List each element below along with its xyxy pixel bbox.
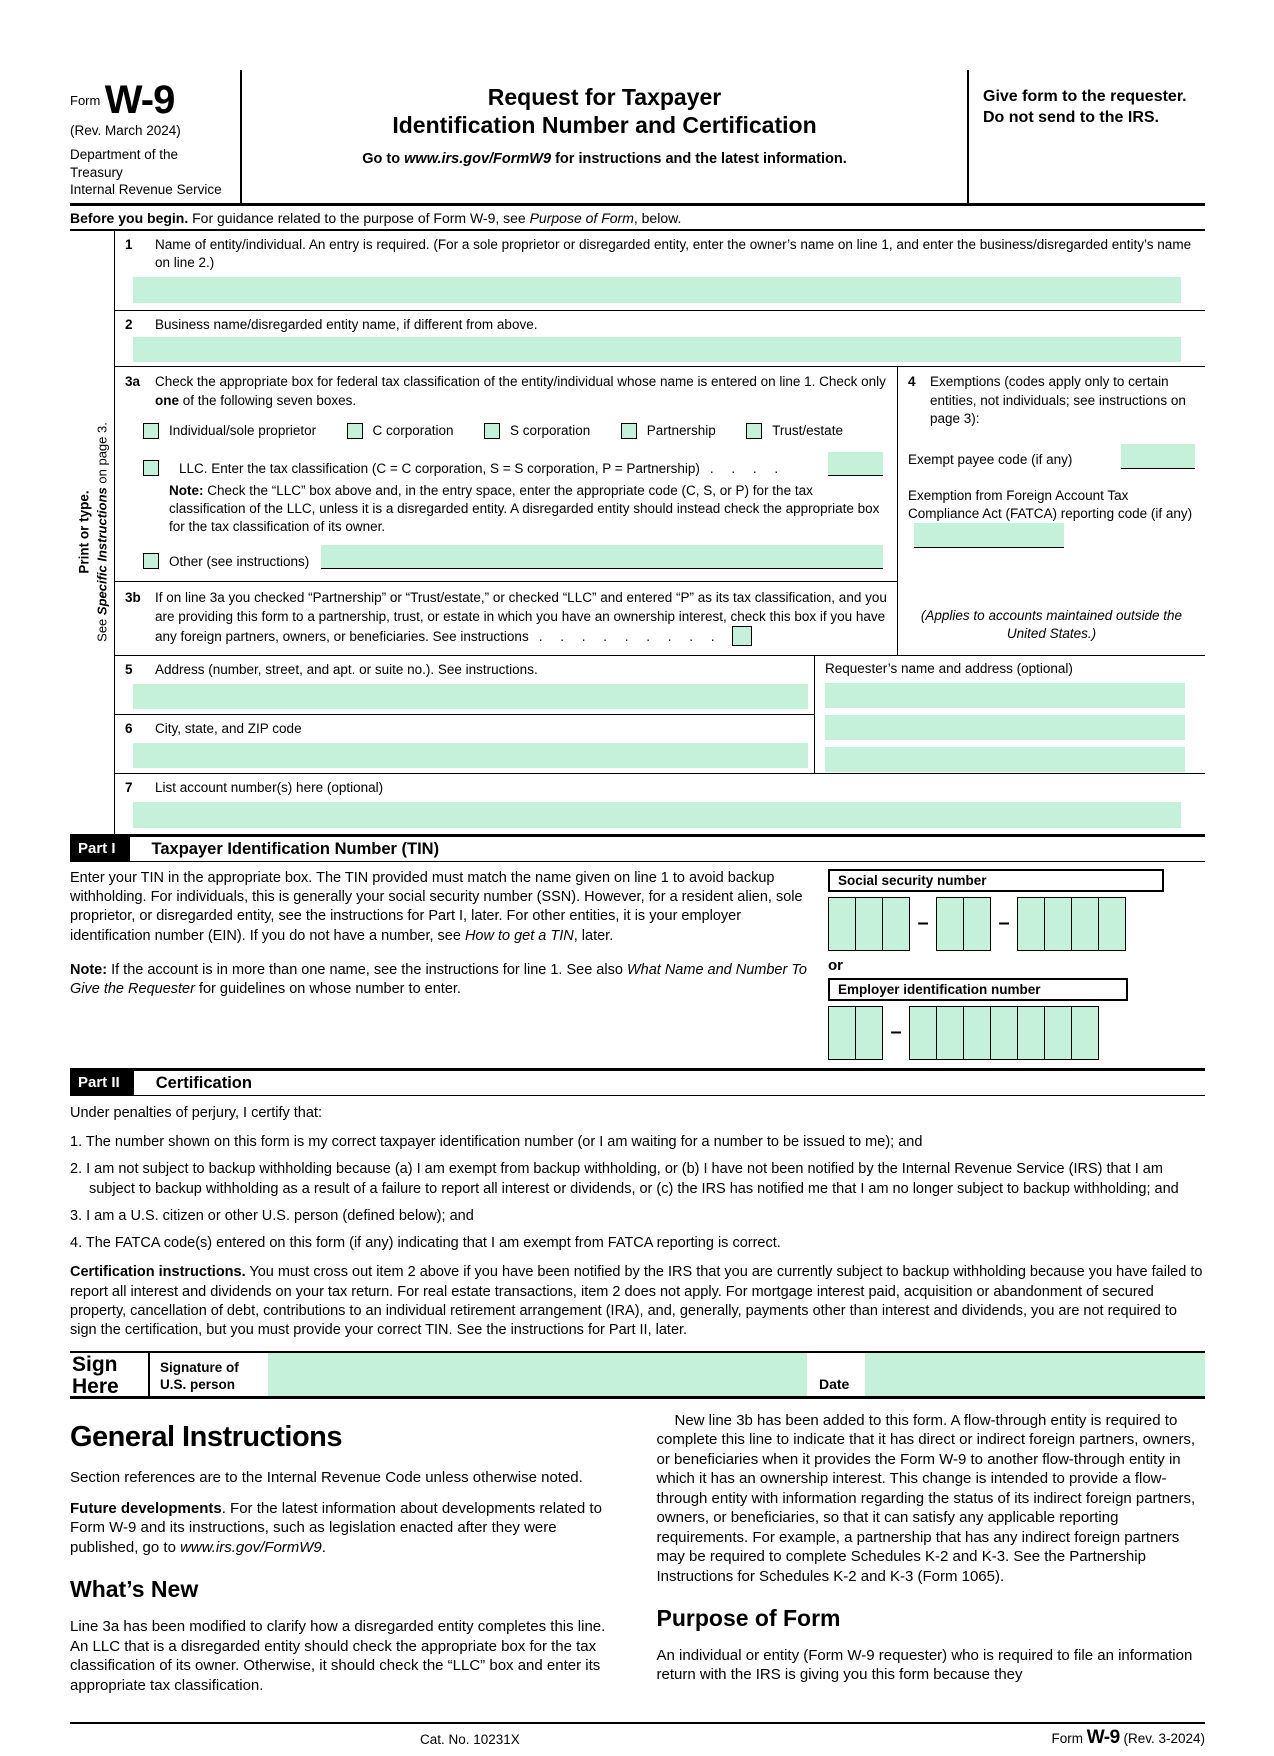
ssn-group-3	[1017, 897, 1126, 951]
line-3b-dot-leader: . . . . . . . . .	[538, 628, 715, 644]
ssn-digit-cell[interactable]	[936, 897, 964, 951]
ein-digit-cell[interactable]	[936, 1006, 964, 1060]
ssn-digit-cell[interactable]	[855, 897, 883, 951]
checkbox-item-c-corporation[interactable]	[347, 423, 454, 439]
form-title: Request for Taxpayer Identification Number and Certification	[392, 84, 817, 138]
address-region	[115, 656, 1205, 774]
signature-label: Signature of U.S. person	[160, 1359, 239, 1393]
form-header	[70, 70, 1205, 206]
general-instructions-heading: General Instructions	[70, 1420, 343, 1453]
exempt-payee-code-input[interactable]	[1121, 444, 1195, 469]
other-input[interactable]	[321, 545, 883, 569]
line-5-row	[115, 656, 814, 715]
ssn-dash: –	[917, 912, 929, 935]
print-or-type-label: Print or type.	[76, 490, 92, 574]
revision-date: (Rev. March 2024)	[70, 123, 181, 138]
part-1-content	[70, 862, 1205, 1068]
see-instructions-label: See Specific Instructions on page 3.	[94, 422, 110, 643]
checkbox-partnership[interactable]	[621, 423, 637, 439]
ssn-digit-cell[interactable]	[1098, 897, 1126, 951]
ein-digit-cell[interactable]	[828, 1006, 856, 1060]
part-2-content	[70, 1096, 1205, 1351]
certification-item-4: 4. The FATCA code(s) entered on this form (if any) indicating that I am exempt from FATCA reporting is correct.	[70, 1235, 781, 1252]
name-input[interactable]	[133, 277, 1181, 303]
irs-url-inline[interactable]: www.irs.gov/FormW9	[180, 1538, 322, 1556]
tax-classification-checkboxes	[143, 423, 843, 439]
requester-input-3[interactable]	[825, 747, 1185, 772]
form-id-block	[70, 70, 242, 203]
purpose-of-form-paragraph: An individual or entity (Form W-9 requester) who is required to file an information return with the IRS is giving you this form because they	[656, 1646, 1193, 1684]
requester-label: Requester’s name and address (optional)	[825, 661, 1073, 677]
line-7-row	[115, 774, 1205, 833]
checkbox-llc[interactable]	[143, 460, 159, 476]
ssn-digit-cell[interactable]	[963, 897, 991, 951]
certification-item-3: 3. I am a U.S. citizen or other U.S. person (defined below); and	[70, 1207, 474, 1224]
sign-here-row	[70, 1351, 1205, 1399]
line-2-label: 2 Business name/disregarded entity name, if different from above.	[125, 317, 538, 333]
sidebar-rotated-text	[74, 422, 109, 642]
part-2-header	[70, 1068, 1205, 1096]
fatca-code-input[interactable]	[914, 523, 1064, 548]
ssn-dash: –	[998, 912, 1010, 935]
llc-label: LLC. Enter the tax classification (C = C corporation, S = S corporation, P = Partnership)	[179, 460, 700, 476]
form-title-block	[242, 70, 967, 203]
tin-entry-column	[828, 869, 1164, 1060]
form-word: Form	[70, 93, 101, 108]
ein-digit-cell[interactable]	[855, 1006, 883, 1060]
checkbox-label: S corporation	[509, 423, 591, 439]
date-label: Date	[819, 1375, 850, 1392]
form-main	[115, 231, 1205, 834]
fatca-label: Exemption from Foreign Account Tax Compliance Act (FATCA) reporting code (if any)	[908, 487, 1193, 522]
ein-digit-cell[interactable]	[1017, 1006, 1045, 1060]
whats-new-paragraph: Line 3a has been modified to clarify how a disregarded entity completes this line. An LLC that is a disregarded entity should check the appropriate box for the tax classification of its owner. Otherwise, it should check the “LLC” box and enter its appropriate tax classification.	[70, 1618, 606, 1694]
fatca-row	[908, 487, 1195, 548]
line-3-left-column	[115, 367, 897, 655]
city-state-zip-input[interactable]	[133, 743, 808, 768]
llc-classification-input[interactable]	[828, 452, 883, 476]
part-2-title: Certification	[155, 1073, 252, 1092]
checkbox-c-corporation[interactable]	[347, 423, 363, 439]
line-7-label: 7 List account number(s) here (optional)	[125, 780, 384, 796]
checkbox-item-s-corporation[interactable]	[484, 423, 590, 439]
line-3b-block	[115, 581, 897, 655]
ein-digit-cell[interactable]	[990, 1006, 1018, 1060]
goto-line: Go to www.irs.gov/FormW9 for instructions and the latest information.	[362, 151, 847, 168]
part-1-chip: Part I	[70, 837, 130, 861]
exempt-payee-row	[908, 444, 1195, 469]
applies-note: (Applies to accounts maintained outside the United States.)	[920, 607, 1183, 641]
ein-group-2	[909, 1006, 1099, 1060]
tin-note: Note: If the account is in more than one name, see the instructions for line 1. See also What Name and Number To Give the Requester for guidelines on whose number to enter.	[70, 961, 807, 998]
ssn-digit-cell[interactable]	[828, 897, 856, 951]
checkbox-label: Partnership	[646, 423, 716, 439]
account-numbers-input[interactable]	[133, 802, 1181, 828]
agency-block	[70, 146, 234, 199]
ssn-group-1	[828, 897, 910, 951]
tin-instructions: Enter your TIN in the appropriate box. The TIN provided must match the name given on line 1 to avoid backup withholding. For individuals, this is generally your social security number (SSN). However, for a resident alien, sole proprietor, or disregarded entity, see the instructions for Part I, later. For other entities, it is your employer identification number (EIN). If you do not have a number, see How to get a TIN, later.	[70, 869, 803, 944]
page-footer	[70, 1722, 1205, 1756]
footer-form-id: Form W-9 (Rev. 3-2024)	[1051, 1727, 1205, 1749]
ssn-digit-cell[interactable]	[882, 897, 910, 951]
line-3b-label: 3b If on line 3a you checked “Partnership” or “Trust/estate,” or checked “LLC” and entered “P” as its tax classification, and you are providing this form to a partnership, trust, or estate in which you have an ownership interest, check this box if you have any foreign partners, owners, or beneficiaries. See instructions . . . . . . . . .	[125, 590, 887, 644]
exemptions-label: 4 Exemptions (codes apply only to certain entities, not individuals; see instructions on page 3):	[908, 374, 1186, 426]
department-line: Department of the Treasury	[70, 147, 179, 180]
print-or-type-sidebar	[70, 231, 115, 834]
ssn-cells-row	[828, 897, 1164, 951]
llc-row	[143, 452, 883, 476]
ein-group-1	[828, 1006, 883, 1060]
requester-input-2[interactable]	[825, 715, 1185, 740]
line-1-row	[115, 231, 1205, 311]
checkbox-trust-estate[interactable]	[746, 423, 762, 439]
checkbox-other[interactable]	[143, 553, 159, 569]
future-developments-paragraph: Future developments. For the latest information about developments related to Form W-9 and its instructions, such as legislation enacted after they were published, go to www.irs.gov/FormW9.	[70, 1499, 602, 1556]
line-5-label: 5 Address (number, street, and apt. or suite no.). See instructions.	[125, 662, 538, 678]
ssn-digit-cell[interactable]	[1017, 897, 1045, 951]
line-3-region	[115, 367, 1205, 656]
ssn-digit-cell[interactable]	[1044, 897, 1072, 951]
certification-intro: Under penalties of perjury, I certify that:	[70, 1104, 322, 1121]
certification-item-1: 1. The number shown on this form is my correct taxpayer identification number (or I am waiting for a number to be issued to me); and	[70, 1133, 923, 1150]
part-1-text	[70, 869, 828, 1060]
new-line-3b-paragraph: New line 3b has been added to this form. A flow-through entity is required to complete this line to indicate that it has direct or indirect foreign partners, owners, or beneficiaries when it provides the Form W-9 to another flow-through entity in which it has an ownership interest. This change is intended to provide a flow-through entity with information regarding the status of its indirect foreign partners, owners, or beneficiaries, so that it can satisfy any applicable reporting requirements. For example, a partnership that has any indirect foreign partners may be required to complete Schedules K-2 and K-3. See the Partnership Instructions for Schedules K-2 and K-3 (Form 1065).	[656, 1411, 1196, 1585]
instructions-left-column	[70, 1411, 619, 1707]
section-references-paragraph: Section references are to the Internal Revenue Code unless otherwise noted.	[70, 1469, 583, 1487]
part-1-header	[70, 834, 1205, 862]
box-4-exemptions	[897, 367, 1205, 655]
line-3a-label: 3a Check the appropriate box for federal tax classification of the entity/individual whose name is entered on line 1. Check only one of the following seven boxes.	[125, 374, 886, 408]
form-number: W-9	[104, 78, 175, 122]
or-label: or	[828, 956, 843, 974]
ein-digit-cell[interactable]	[909, 1006, 937, 1060]
requester-input-1[interactable]	[825, 683, 1185, 708]
give-form-notice: Give form to the requester. Do not send to the IRS.	[967, 70, 1205, 203]
instructions-right-column	[657, 1411, 1206, 1707]
form-body	[70, 231, 1205, 834]
llc-dot-leader: . . . .	[709, 460, 779, 476]
checkbox-foreign-partners[interactable]	[732, 626, 752, 646]
service-line: Internal Revenue Service	[70, 182, 222, 198]
checkbox-individual[interactable]	[143, 423, 159, 439]
checkbox-item-individual[interactable]	[143, 423, 316, 439]
ein-cells-row	[828, 1006, 1164, 1060]
certification-instructions: Certification instructions. You must cross out item 2 above if you have been notified by the IRS that you are currently subject to backup withholding because you have failed to report all interest and dividends on your tax return. For real estate transactions, item 2 does not apply. For mortgage interest paid, acquisition or abandonment of secured property, cancellation of debt, contributions to an individual retirement arrangement (IRA), and, generally, payments other than interest and dividends, you are not required to sign the certification, but you must provide your correct TIN. See the instructions for Part II, later.	[70, 1264, 1203, 1339]
ein-digit-cell[interactable]	[1071, 1006, 1099, 1060]
purpose-of-form-heading: Purpose of Form	[656, 1605, 841, 1632]
other-row	[143, 545, 883, 569]
whats-new-heading: What’s New	[70, 1576, 199, 1603]
irs-url[interactable]: www.irs.gov/FormW9	[404, 151, 552, 168]
part-1-title: Taxpayer Identification Number (TIN)	[151, 839, 440, 858]
certification-item-2: 2. I am not subject to backup withholding because (a) I am exempt from backup withholding, or (b) I have not been notified by the Internal Revenue Service (IRS) that I am subject to backup withholding as a result of a failure to report all interest or dividends, or (c) the IRS has notified me that I am no longer subject to backup withholding; and	[70, 1161, 1179, 1197]
ein-digit-cell[interactable]	[1044, 1006, 1072, 1060]
ein-label-box: Employer identification number	[828, 978, 1128, 1001]
general-instructions-section	[70, 1399, 1205, 1707]
checkbox-item-trust-estate[interactable]	[746, 423, 843, 439]
checkbox-label: Individual/sole proprietor	[169, 423, 317, 439]
checkbox-label: Trust/estate	[772, 423, 843, 439]
ssn-digit-cell[interactable]	[1071, 897, 1099, 951]
address-left-column	[115, 656, 814, 773]
before-you-begin: Before you begin. For guidance related to the purpose of Form W-9, see Purpose of Form, below.	[70, 206, 1205, 231]
other-label: Other (see instructions)	[169, 554, 310, 570]
exempt-payee-label: Exempt payee code (if any)	[908, 451, 1073, 467]
line-6-label: 6 City, state, and ZIP code	[125, 721, 302, 737]
line-1-label: 1 Name of entity/individual. An entry is required. (For a sole proprietor or disregarded entity, enter the owner’s name on line 1, and enter the business/disregarded entity’s name on line 2.)	[125, 236, 1192, 270]
llc-note: Note: Check the “LLC” box above and, in the entry space, enter the appropriate code (C, S, or P) for the tax classification of the LLC, unless it is a disregarded entity. A disregarded entity should instead check the appropriate box for the tax classification of its owner.	[169, 482, 880, 535]
line-3a-block	[115, 367, 897, 581]
requester-column	[814, 656, 1205, 773]
line-6-row	[115, 715, 814, 773]
signature-input[interactable]	[268, 1353, 807, 1396]
ein-digit-cell[interactable]	[963, 1006, 991, 1060]
ssn-label-box: Social security number	[828, 869, 1164, 892]
part-2-chip: Part II	[70, 1071, 134, 1095]
ein-dash: –	[890, 1021, 902, 1044]
form-number-line	[70, 78, 234, 123]
business-name-input[interactable]	[133, 337, 1181, 362]
ssn-group-2	[936, 897, 991, 951]
address-input[interactable]	[133, 684, 808, 709]
checkbox-item-partnership[interactable]	[621, 423, 716, 439]
date-input[interactable]	[865, 1353, 1205, 1396]
checkbox-label: C corporation	[372, 423, 454, 439]
checkbox-s-corporation[interactable]	[484, 423, 500, 439]
sign-here-label: Sign Here	[70, 1353, 150, 1396]
line-2-row	[115, 311, 1205, 367]
catalog-number: Cat. No. 10231X	[420, 1732, 520, 1748]
